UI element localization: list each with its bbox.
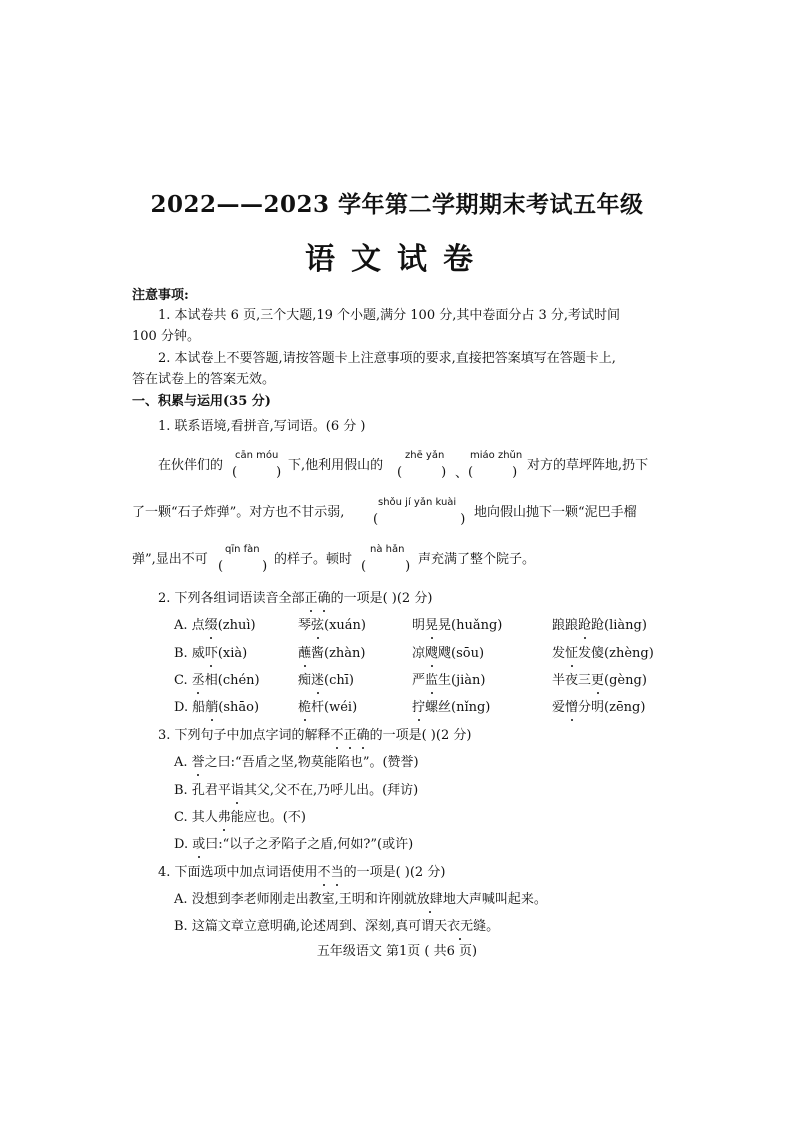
notice-item2-line2: 答在试卷上的答案无效。	[132, 372, 276, 387]
q2-option-d-c4: 爱憎分明(zēng)	[552, 700, 646, 715]
q1-stem: 1. 联系语境,看拼音,写词语。(6 分 )	[158, 419, 366, 434]
q3-option-d: D. 或曰:“以子之矛陷子之盾,何如?”(或许)	[174, 837, 414, 852]
q2-option-a-c2: 琴弦(xuán)	[298, 618, 367, 633]
exam-title: 2022——2023 学年第二学期期末考试五年级	[150, 191, 644, 218]
q1-blank-2[interactable]: ( )	[397, 465, 447, 480]
q3-option-c: C. 其人弗能应也。(不)	[174, 810, 306, 825]
q1-line3-text2: 的样子。顿时	[274, 552, 353, 567]
q4-stem: 4. 下面选项中加点词语使用不当的一项是( )(2 分)	[158, 865, 446, 880]
section1-heading: 一、积累与运用(35 分)	[132, 394, 271, 409]
notice-item2-line1: 2. 本试卷上不要答题,请按答题卡上注意事项的要求,直接把答案填写在答题卡上,	[158, 351, 616, 366]
q2-option-a-c3: 明晃晃(huǎng)	[412, 618, 503, 633]
q1-line1-text1: 在伙伴们的	[158, 458, 224, 473]
q2-option-a-c1: A. 点缀(zhuì)	[174, 618, 256, 633]
q2-option-a-c4: 踉踉跄跄(liàng)	[552, 618, 647, 633]
q1-blank-5[interactable]: ( )	[218, 559, 268, 574]
q1-blank-4[interactable]: ( )	[373, 512, 466, 527]
q1-line3-text3: 声充满了整个院子。	[418, 552, 536, 567]
page-footer: 五年级语文 第1页 ( 共6 页)	[316, 944, 478, 959]
q3-option-b: B. 孔君平诣其父,父不在,乃呼儿出。(拜访)	[174, 783, 419, 798]
q1-blank-1[interactable]: ( )	[232, 465, 282, 480]
notice-item1-line2: 100 分钟。	[132, 329, 200, 344]
q1-pinyin-canmou: cān móu	[235, 450, 279, 461]
q4-option-a: A. 没想到李老师刚走出教室,王明和许刚就放肆地大声喊叫起来。	[174, 892, 547, 907]
q1-line1-text2: 下,他利用假山的	[288, 458, 384, 473]
q2-option-c-c3: 严监生(jiàn)	[412, 673, 486, 688]
q2-option-c-c4: 半夜三更(gèng)	[552, 673, 647, 688]
q1-blank-3[interactable]: ( )	[468, 465, 518, 480]
q2-option-c-c2: 痴迷(chī)	[298, 673, 354, 688]
q4-option-b: B. 这篇文章立意明确,论述周到、深刻,真可谓天衣无缝。	[174, 919, 500, 934]
q2-option-b-c1: B. 威吓(xià)	[174, 646, 248, 661]
notice-item1-line1: 1. 本试卷共 6 页,三个大题,19 个小题,满分 100 分,其中卷面分占 3 分,考试时间	[158, 308, 621, 323]
q2-option-b-c3: 凉飕飕(sōu)	[412, 646, 485, 661]
q1-pinyin-qinfan: qīn fàn	[225, 544, 260, 555]
q2-option-b-c2: 蘸酱(zhàn)	[298, 646, 366, 661]
q1-line1-text4: 对方的草坪阵地,扔下	[527, 458, 649, 473]
q1-pinyin-nahan: nà hǎn	[370, 544, 405, 555]
q1-pinyin-zheyan: zhē yǎn	[405, 450, 445, 461]
q1-line2-text2: 地向假山抛下一颗“泥巴手榴	[474, 505, 637, 520]
q1-pinyin-miaozhun: miáo zhǔn	[470, 450, 523, 461]
q2-option-d-c1: D. 船艄(shāo)	[174, 700, 260, 715]
q1-blank-6[interactable]: ( )	[361, 559, 411, 574]
q2-option-c-c1: C. 丞相(chén)	[174, 673, 260, 688]
q1-line1-sep: 、	[455, 466, 469, 481]
q1-pinyin-shoujiyankuai: shǒu jí yǎn kuài	[378, 497, 457, 508]
q1-line2-text1: 了一颗“石子炸弹”。对方也不甘示弱,	[132, 505, 345, 520]
exam-subtitle: 语文试卷	[305, 242, 489, 277]
q3-stem: 3. 下列句子中加点字词的解释不正确的一项是( )(2 分)	[158, 728, 472, 743]
q2-option-d-c3: 拧螺丝(nǐng)	[412, 700, 491, 715]
q1-line3-text1: 弹”,显出不可	[132, 552, 208, 567]
notice-heading: 注意事项:	[132, 288, 189, 303]
q2-stem: 2. 下列各组词语读音全部正确的一项是( )(2 分)	[158, 591, 433, 606]
q2-option-d-c2: 桅杆(wéi)	[298, 700, 358, 715]
q2-option-b-c4: 发怔发傻(zhèng)	[552, 646, 654, 661]
q3-option-a: A. 誉之曰:“吾盾之坚,物莫能陷也”。(赞誉)	[174, 755, 419, 770]
